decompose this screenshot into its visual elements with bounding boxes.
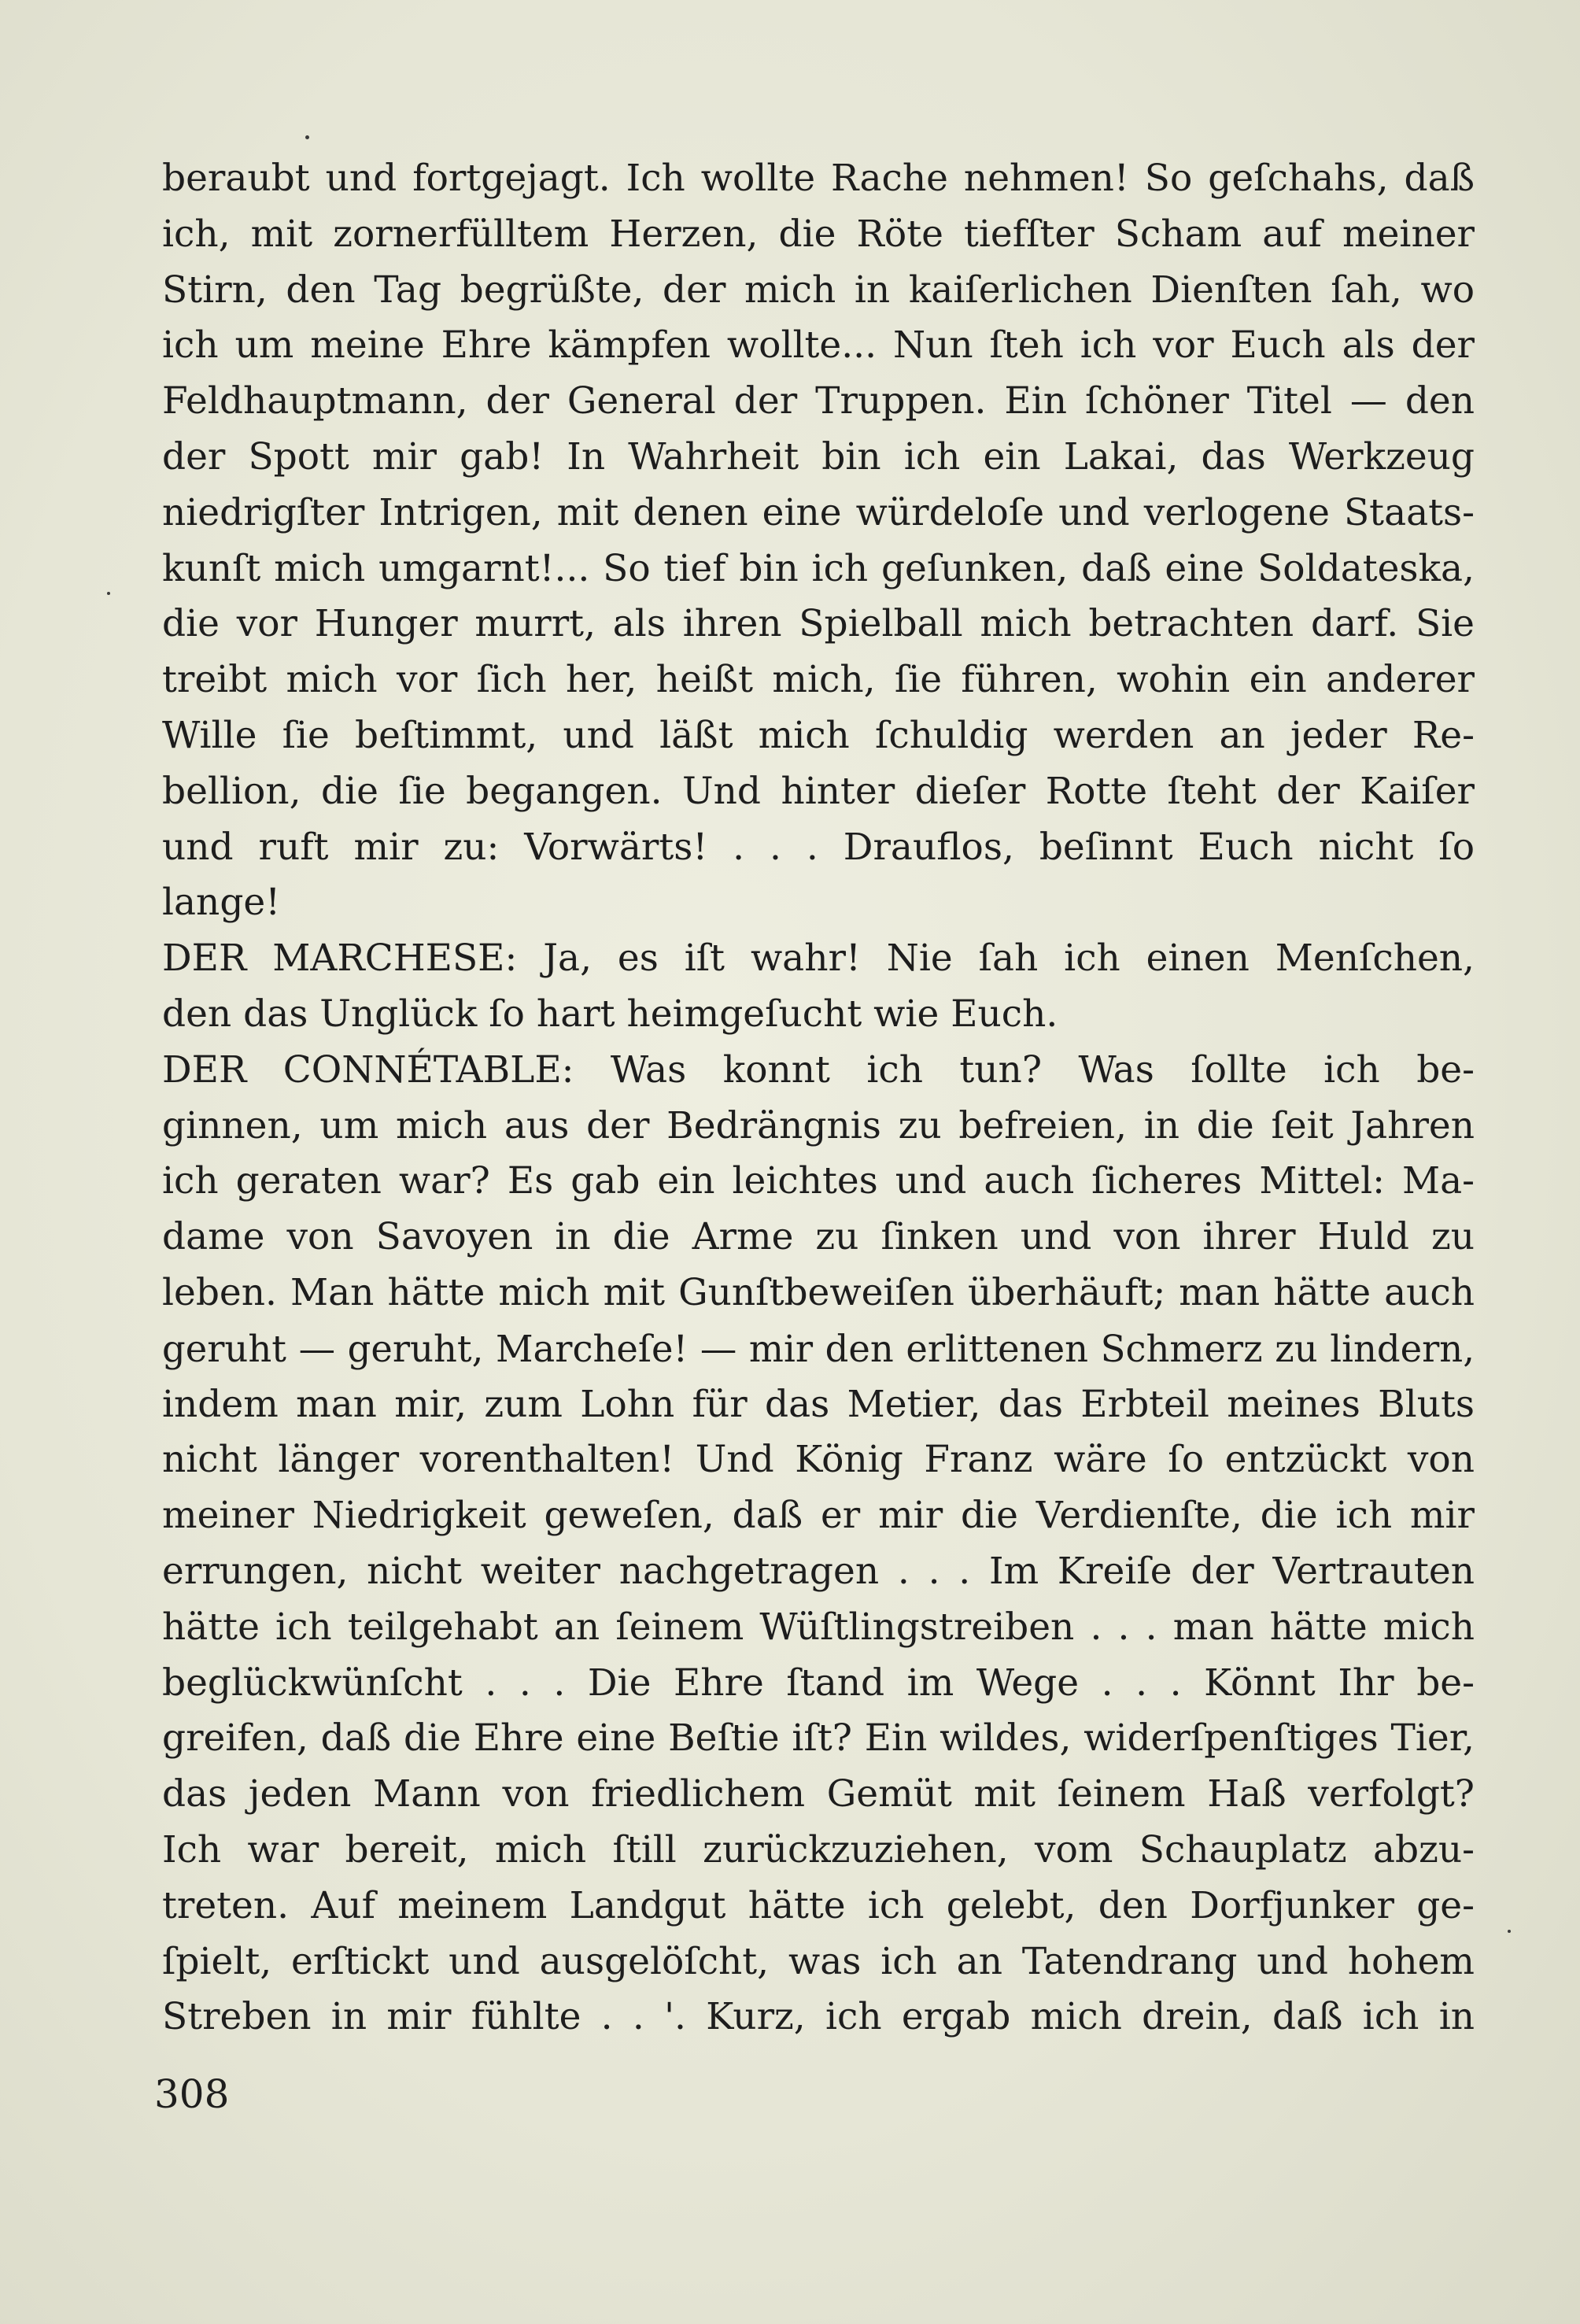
text-line: nicht länger vorenthalten! Und König Franz wäre ſo entzückt von: [162, 1438, 1475, 1482]
text-line: geruht — geruht, Marcheſe! — mir den erlittenen Schmerz zu lindern,: [162, 1327, 1475, 1370]
text-line: ich, mit zornerfülltem Herzen, die Röte tiefſter Scham auf meiner: [162, 212, 1475, 256]
text-line: dame von Savoyen in die Arme zu ſinken und von ihrer Huld zu: [162, 1215, 1475, 1259]
text-line: Feldhauptmann, der General der Truppen. Ein ſchöner Titel — den: [162, 379, 1475, 423]
text-line: ich geraten war? Es gab ein leichtes und auch ſicheres Mittel: Ma-: [162, 1159, 1475, 1203]
text-line: hätte ich teilgehabt an ſeinem Wüſtlingstreiben . . . man hätte mich: [162, 1605, 1475, 1649]
text-line: DER MARCHESE: Ja, es iſt wahr! Nie ſah ich einen Menſchen,: [162, 937, 1475, 981]
text-line: lange!: [162, 881, 281, 925]
text-line: Streben in mir fühlte . . '. Kurz, ich ergab mich drein, daß ich in: [162, 1995, 1475, 2039]
text-line: Stirn, den Tag begrüßte, der mich in kaiſerlichen Dienſten ſah, wo: [162, 268, 1475, 312]
text-line: treten. Auf meinem Landgut hätte ich gelebt, den Dorfjunker ge-: [162, 1883, 1475, 1927]
text-line: ich um meine Ehre kämpfen wollte... Nun ſteh ich vor Euch als der: [162, 323, 1475, 368]
text-line: meiner Niedrigkeit geweſen, daß er mir die Verdienſte, die ich mir: [162, 1494, 1475, 1538]
body-text: [162, 151, 1475, 2045]
text-line: treibt mich vor ſich her, heißt mich, ſie führen, wohin ein anderer: [162, 658, 1475, 702]
text-line: die vor Hunger murrt, als ihren Spielball mich betrachten darf. Sie: [162, 602, 1475, 646]
text-line: DER CONNÉTABLE: Was konnt ich tun? Was ſollte ich be-: [162, 1047, 1475, 1092]
paper-speck: [107, 592, 110, 595]
text-line: bellion, die ſie begangen. Und hinter dieſer Rotte ſteht der Kaiſer: [162, 769, 1475, 813]
text-line: errungen, nicht weiter nachgetragen . . . Im Kreiſe der Vertrauten: [162, 1549, 1475, 1593]
text-line: und ruft mir zu: Vorwärts! . . . Drauflos, beſinnt Euch nicht ſo: [162, 825, 1475, 869]
text-line: greifen, daß die Ehre eine Beſtie iſt? Ein wildes, widerſpenſtiges Tier,: [162, 1716, 1475, 1761]
text-line: den das Unglück ſo hart heimgeſucht wie Euch.: [162, 992, 1058, 1036]
text-line: niedrigſter Intrigen, mit denen eine würdeloſe und verlogene Staats-: [162, 490, 1475, 534]
text-line: ginnen, um mich aus der Bedrängnis zu befreien, in die ſeit Jahren: [162, 1103, 1475, 1147]
text-line: ſpielt, erſtickt und ausgelöſcht, was ich an Tatendrang und hohem: [162, 1939, 1475, 1983]
paper-speck: [1508, 1930, 1511, 1933]
text-line: beraubt und fortgejagt. Ich wollte Rache nehmen! So geſchahs, daß: [162, 157, 1475, 200]
text-line: leben. Man hätte mich mit Gunſtbeweiſen überhäuft; man hätte auch: [162, 1270, 1475, 1314]
text-line: Wille ſie beſtimmt, und läßt mich ſchuldig werden an jeder Re-: [162, 713, 1475, 757]
text-line: Ich war bereit, mich ſtill zurückzuziehen, vom Schauplatz abzu-: [162, 1827, 1475, 1871]
paper-speck: [305, 135, 309, 139]
text-line: kunſt mich umgarnt!... So tief bin ich geſunken, daß eine Soldateska,: [162, 546, 1475, 590]
text-line: das jeden Mann von friedlichem Gemüt mit ſeinem Haß verfolgt?: [162, 1772, 1475, 1816]
text-line: beglückwünſcht . . . Die Ehre ſtand im Wege . . . Könnt Ihr be-: [162, 1661, 1475, 1705]
page-number: 308: [154, 2071, 230, 2117]
text-line: der Spott mir gab! In Wahrheit bin ich ein Lakai, das Werkzeug: [162, 434, 1475, 478]
text-line: indem man mir, zum Lohn für das Metier, das Erbteil meines Bluts: [162, 1382, 1475, 1426]
